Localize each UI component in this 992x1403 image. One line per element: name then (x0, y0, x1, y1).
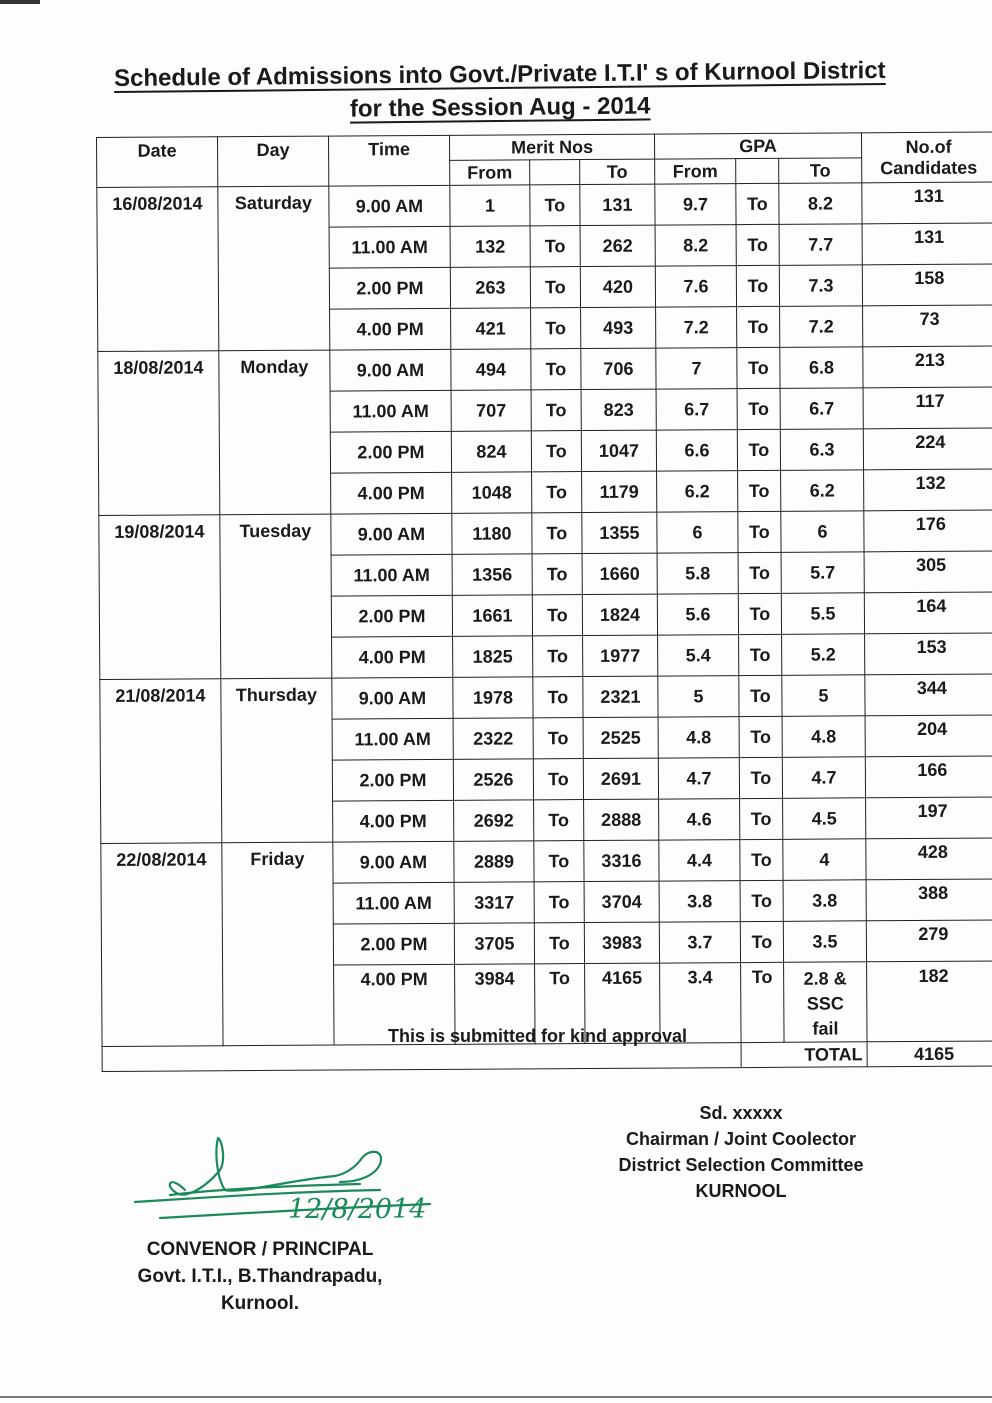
chairman-place: KURNOOL (695, 1181, 787, 1201)
gpa-from-cell: 6.6 (656, 430, 737, 471)
candidates-cell: 164 (864, 592, 992, 634)
merit-to-cell: 1179 (582, 471, 657, 512)
to-label-cell: To (740, 921, 783, 962)
merit-to-cell: 1047 (581, 430, 656, 471)
to-label-cell: To (531, 349, 581, 390)
time-cell: 4.00 PM (333, 800, 454, 842)
merit-to-cell: 2888 (584, 799, 659, 840)
to-label-cell: To (532, 595, 582, 636)
gpa-to-cell: 5.5 (781, 593, 864, 635)
gpa-from-cell: 3.4 (660, 963, 741, 1043)
merit-to-cell: 1355 (582, 512, 657, 553)
to-label-cell: To (736, 265, 779, 306)
to-label-cell: To (532, 513, 582, 554)
candidates-cell: 131 (862, 182, 992, 224)
to-label-cell: To (740, 880, 783, 921)
day-cell: Tuesday (220, 514, 332, 679)
merit-to-cell: 1660 (582, 553, 657, 594)
header-date: Date (97, 137, 218, 188)
time-cell: 4.00 PM (330, 308, 451, 350)
schedule-body (97, 182, 992, 1046)
to-label-cell: To (737, 347, 780, 388)
day-cell: Thursday (221, 678, 333, 843)
to-label-cell: To (738, 511, 781, 552)
header-gpa-from: From (655, 159, 736, 184)
time-cell: 4.00 PM (331, 472, 452, 514)
candidates-cell: 204 (865, 715, 992, 757)
gpa-to-cell: 6.8 (780, 347, 863, 389)
date-cell: 19/08/2014 (99, 515, 221, 680)
candidates-cell: 279 (866, 920, 992, 962)
day-cell: Friday (222, 842, 334, 1046)
candidates-cell: 344 (865, 674, 992, 716)
candidates-cell: 428 (866, 838, 992, 880)
header-gpa-to: To (779, 158, 862, 184)
gpa-to-cell: 5.7 (781, 552, 864, 594)
gpa-from-cell: 6.7 (656, 389, 737, 430)
to-label-cell: To (738, 593, 781, 634)
gpa-from-cell: 5.8 (657, 553, 738, 594)
header-time: Time (328, 135, 449, 186)
merit-from-cell: 132 (450, 226, 530, 267)
time-cell: 9.00 AM (332, 677, 453, 719)
to-label-cell: To (741, 962, 784, 1042)
gpa-to-cell: 6.7 (780, 388, 863, 430)
gpa-to-cell: 5.2 (782, 634, 865, 676)
to-label-cell: To (533, 677, 583, 718)
time-cell: 11.00 AM (333, 882, 454, 924)
convenor-block (110, 1236, 410, 1317)
time-cell: 11.00 AM (332, 718, 453, 760)
to-label-cell: To (533, 718, 583, 759)
header-candidates-line2: Candidates (880, 157, 978, 178)
time-cell: 9.00 AM (330, 349, 451, 391)
chairman-block (596, 1100, 886, 1204)
header-merit-from: From (450, 160, 530, 185)
table-row (99, 510, 992, 556)
to-label-cell: To (534, 800, 584, 841)
time-cell: 9.00 AM (331, 513, 452, 555)
gpa-to-cell: 7.2 (780, 306, 863, 348)
merit-to-cell: 823 (581, 389, 656, 430)
gpa-from-cell: 4.6 (659, 799, 740, 840)
candidates-cell: 117 (863, 387, 992, 429)
candidates-cell: 305 (864, 551, 992, 593)
merit-to-cell: 706 (581, 348, 656, 389)
gpa-from-cell: 7.6 (655, 266, 736, 307)
merit-from-cell: 707 (451, 390, 531, 431)
to-label-cell: To (740, 798, 783, 839)
header-day: Day (218, 136, 329, 187)
merit-from-cell: 1180 (452, 513, 532, 554)
merit-from-cell: 3984 (455, 964, 535, 1044)
gpa-to-cell: 4.8 (782, 716, 865, 758)
merit-from-cell: 421 (451, 308, 531, 349)
day-cell: Saturday (218, 186, 330, 351)
merit-to-cell: 2691 (583, 758, 658, 799)
schedule-table (96, 132, 992, 1072)
time-cell: 2.00 PM (329, 267, 450, 309)
page-title (0, 53, 992, 129)
to-label-cell: To (532, 554, 582, 595)
time-cell: 2.00 PM (333, 923, 454, 965)
top-edge-mark (0, 0, 40, 4)
gpa-from-cell: 7.2 (656, 307, 737, 348)
gpa-to-cell: 4.7 (782, 757, 865, 799)
merit-from-cell: 1661 (452, 595, 532, 636)
merit-to-cell: 3704 (584, 881, 659, 922)
candidates-cell: 182 (867, 961, 992, 1042)
merit-from-cell: 494 (451, 349, 531, 390)
time-cell: 2.00 PM (330, 431, 451, 473)
gpa-from-cell: 5.4 (658, 635, 739, 676)
candidates-cell: 158 (862, 264, 992, 306)
to-label-cell: To (738, 552, 781, 593)
gpa-from-cell: 6 (657, 512, 738, 553)
title-line-1: Schedule of Admissions into Govt./Private I.T.I' s of Kurnool District (113, 56, 886, 93)
gpa-to-cell: 3.8 (783, 880, 866, 922)
gpa-from-cell: 5 (658, 676, 739, 717)
time-cell: 11.00 AM (331, 554, 452, 596)
time-cell: 9.00 AM (333, 841, 454, 883)
svg-text:12/8/2014: 12/8/2014 (288, 1194, 427, 1225)
to-label-cell: To (530, 267, 580, 308)
header-candidates (861, 132, 992, 183)
to-label-cell: To (531, 390, 581, 431)
table-row (98, 346, 992, 392)
merit-from-cell: 1 (450, 185, 530, 226)
gpa-to-cell: 7.7 (779, 224, 862, 266)
to-label-cell: To (737, 388, 780, 429)
merit-from-cell: 263 (450, 267, 530, 308)
candidates-cell: 153 (865, 633, 992, 675)
chairman-title: Chairman / Joint Coolector (625, 1129, 857, 1149)
date-cell: 16/08/2014 (97, 187, 219, 352)
to-label-cell: To (530, 185, 580, 226)
merit-from-cell: 2692 (454, 800, 534, 841)
time-cell: 2.00 PM (331, 595, 452, 637)
time-cell: 4.00 PM (334, 964, 455, 1045)
to-label-cell: To (534, 882, 584, 923)
gpa-from-cell: 4.7 (658, 758, 739, 799)
header-gpa-spacer (736, 158, 779, 183)
merit-to-cell: 1977 (583, 635, 658, 676)
time-cell: 2.00 PM (332, 759, 453, 801)
day-cell: Monday (219, 350, 331, 515)
to-label-cell: To (531, 308, 581, 349)
chairman-sd: Sd. xxxxx (699, 1103, 783, 1123)
candidates-cell: 176 (864, 510, 992, 552)
date-cell: 21/08/2014 (100, 679, 222, 844)
merit-from-cell: 3317 (454, 882, 534, 923)
candidates-cell: 73 (863, 305, 992, 347)
gpa-from-cell: 7 (656, 348, 737, 389)
merit-to-cell: 2321 (583, 676, 658, 717)
to-label-cell: To (535, 964, 585, 1044)
gpa-from-cell: 5.6 (657, 594, 738, 635)
to-label-cell: To (740, 839, 783, 880)
date-cell: 18/08/2014 (98, 351, 220, 516)
time-cell: 9.00 AM (329, 185, 450, 227)
header-merit-to: To (580, 159, 655, 184)
to-label-cell: To (739, 634, 782, 675)
to-label-cell: To (736, 183, 779, 224)
merit-to-cell: 4165 (585, 963, 660, 1043)
gpa-to-cell: 2.8 & SSC fail (784, 962, 867, 1043)
merit-to-cell: 131 (580, 184, 655, 225)
time-cell: 4.00 PM (332, 636, 453, 678)
to-label-cell: To (530, 226, 580, 267)
to-label-cell: To (737, 429, 780, 470)
gpa-to-cell: 3.5 (783, 921, 866, 963)
header-merit-spacer (530, 160, 580, 185)
candidates-cell: 213 (863, 346, 992, 388)
merit-from-cell: 2889 (454, 841, 534, 882)
title-line-2: for the Session Aug - 2014 (349, 92, 651, 123)
gpa-from-cell: 4.8 (658, 717, 739, 758)
gpa-to-cell: 5 (782, 675, 865, 717)
gpa-from-cell: 9.7 (655, 184, 736, 225)
gpa-from-cell: 3.7 (659, 922, 740, 963)
to-label-cell: To (738, 470, 781, 511)
gpa-to-cell: 6 (781, 511, 864, 553)
date-cell: 22/08/2014 (101, 843, 223, 1047)
to-label-cell: To (739, 716, 782, 757)
to-label-cell: To (534, 841, 584, 882)
gpa-to-cell: 7.3 (779, 265, 862, 307)
merit-from-cell: 2322 (453, 718, 533, 759)
header-merit-nos: Merit Nos (449, 134, 654, 160)
gpa-from-cell: 6.2 (657, 471, 738, 512)
candidates-cell: 197 (866, 797, 992, 839)
to-label-cell: To (739, 675, 782, 716)
total-label: TOTAL (741, 1042, 867, 1068)
header-gpa: GPA (654, 133, 861, 159)
header-candidates-line1: No.of (905, 136, 952, 157)
bottom-edge-line (0, 1396, 992, 1398)
time-cell: 11.00 AM (329, 226, 450, 268)
to-label-cell: To (532, 472, 582, 513)
gpa-to-cell: 4 (783, 839, 866, 881)
merit-to-cell: 493 (581, 307, 656, 348)
to-label-cell: To (739, 757, 782, 798)
merit-from-cell: 1978 (453, 677, 533, 718)
convenor-institute: Govt. I.T.I., B.Thandrapadu, (137, 1266, 383, 1287)
to-label-cell: To (533, 759, 583, 800)
candidates-cell: 131 (862, 223, 992, 265)
approval-text: This is submitted for kind approval (388, 1026, 688, 1046)
merit-to-cell: 1824 (582, 594, 657, 635)
merit-from-cell: 2526 (453, 759, 533, 800)
merit-from-cell: 1356 (452, 554, 532, 595)
gpa-to-cell: 6.2 (781, 470, 864, 512)
to-label-cell: To (737, 306, 780, 347)
merit-to-cell: 262 (580, 225, 655, 266)
merit-from-cell: 824 (451, 431, 531, 472)
merit-to-cell: 2525 (583, 717, 658, 758)
candidates-cell: 132 (864, 469, 992, 511)
candidates-cell: 388 (866, 879, 992, 921)
merit-to-cell: 420 (580, 266, 655, 307)
table-row (100, 674, 992, 720)
table-row (101, 838, 992, 884)
gpa-from-cell: 3.8 (659, 881, 740, 922)
table-row (97, 182, 992, 228)
total-value: 4165 (867, 1041, 992, 1067)
to-label-cell: To (533, 636, 583, 677)
gpa-to-cell: 8.2 (779, 183, 862, 225)
candidates-cell: 224 (863, 428, 992, 470)
chairman-committee: District Selection Committee (618, 1155, 864, 1175)
convenor-title: CONVENOR / PRINCIPAL (146, 1239, 374, 1260)
merit-from-cell: 3705 (454, 923, 534, 964)
merit-from-cell: 1048 (452, 472, 532, 513)
gpa-from-cell: 4.4 (659, 840, 740, 881)
merit-from-cell: 1825 (453, 636, 533, 677)
gpa-from-cell: 8.2 (655, 225, 736, 266)
gpa-to-cell: 4.5 (783, 798, 866, 840)
to-label-cell: To (531, 431, 581, 472)
time-cell: 11.00 AM (330, 390, 451, 432)
merit-to-cell: 3983 (584, 922, 659, 963)
candidates-cell: 166 (865, 756, 992, 798)
gpa-to-cell: 6.3 (780, 429, 863, 471)
to-label-cell: To (736, 224, 779, 265)
merit-to-cell: 3316 (584, 840, 659, 881)
convenor-place: Kurnool. (220, 1293, 300, 1314)
to-label-cell: To (534, 923, 584, 964)
